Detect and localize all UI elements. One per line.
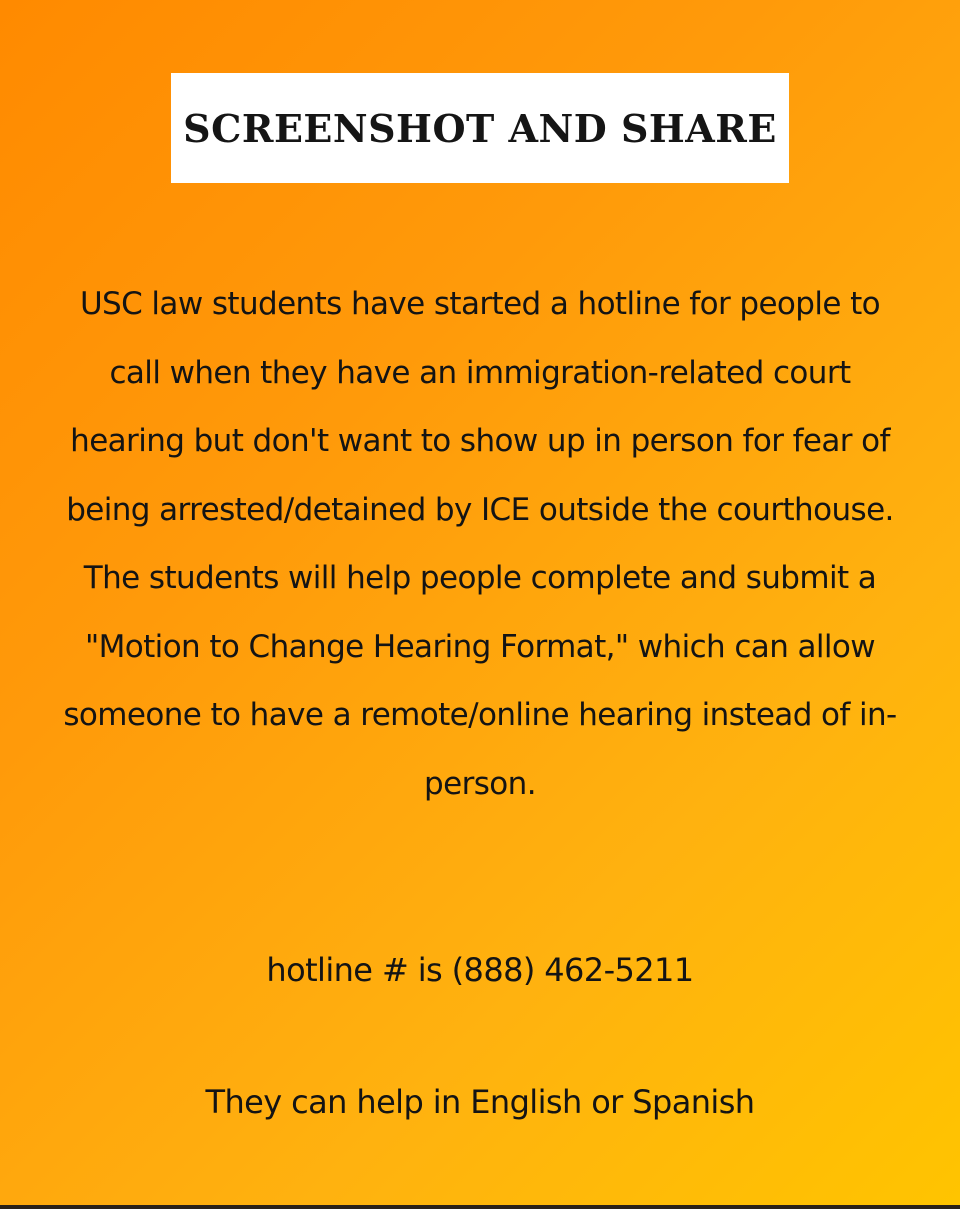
languages-note: They can help in English or Spanish [205,1083,755,1121]
message-body: USC law students have started a hotline for people to call when they have an immigration-related court hearing but don't want to show up in person for fear of being arrested/detained by ICE outside the courthouse. The students will help people complete and submit a "Motion to Change Hearing Format," which can allow someone to have a remote/online hearing instead of in-person. [63,286,897,802]
header-banner [171,73,789,183]
header-title: SCREENSHOT AND SHARE [183,105,777,151]
bottom-divider [0,1205,960,1209]
hotline-number: hotline # is (888) 462-5211 [266,951,694,989]
